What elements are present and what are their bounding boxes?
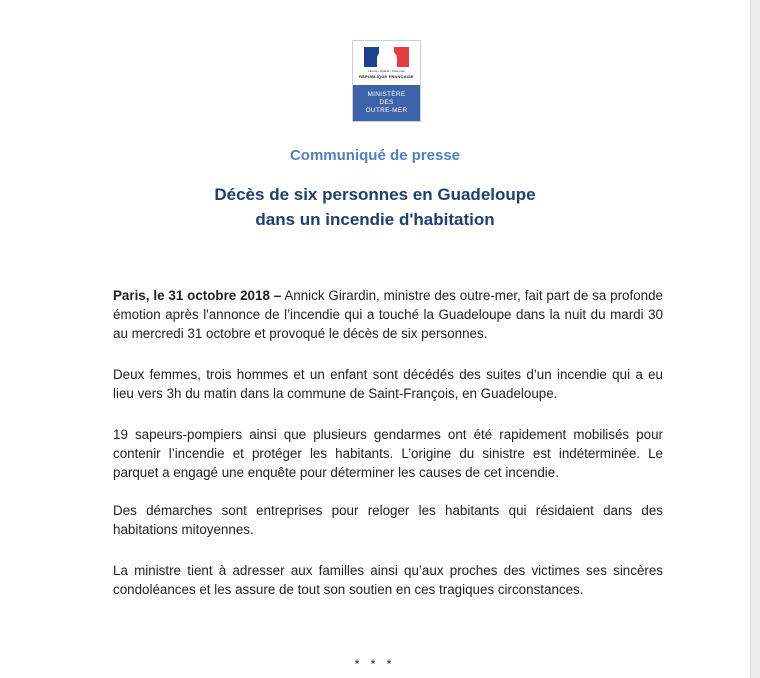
logo-flag-area: [353, 41, 420, 85]
logo-ministry-name: [353, 85, 420, 121]
paragraph-3: 19 sapeurs-pompiers ainsi que plusieurs gendarmes ont été rapidement mobilisés pour contenir l’incendie et protéger les habitants. L’origine du sinistre est indéterminée. Le parquet a engagé une enquête pour déterminer les causes de cet incendie.: [113, 427, 663, 480]
paragraph-4: Des démarches sont entreprises pour reloger les habitants qui résidaient dans des habitations mitoyennes.: [113, 503, 663, 537]
paragraph-1: [113, 286, 663, 343]
ministry-logo: [352, 40, 421, 122]
paragraph-1-text: Annick Girardin, ministre des outre-mer, fait part de sa profonde émotion après l'annonce de l’incendie qui a touché la Guadeloupe dans la nuit du mardi 30 au mercredi 31 octobre et provoqué le décès de six personnes.: [113, 288, 664, 341]
paragraph-2: Deux femmes, trois hommes et un enfant sont décédés des suites d’un incendie qui a eu lieu vers 3h du matin dans la commune de Saint-François, en Guadeloupe.: [113, 367, 663, 401]
title-line-2: dans un incendie d'habitation: [255, 210, 495, 229]
logo-motto: Liberté • Égalité • Fraternité: [368, 69, 405, 73]
logo-ministry-line3: OUTRE-MER: [365, 107, 408, 114]
logo-republic: RÉPUBLIQUE FRANÇAISE: [359, 74, 414, 79]
paragraph-5: La ministre tient à adresser aux familles ainsi qu’aux proches des victimes ses sincères condoléances et les assure de tout son soutien en ces tragiques circonstances.: [113, 563, 663, 597]
tricolor-flag-icon: [364, 47, 409, 67]
dateline: Paris, le 31 octobre 2018 –: [113, 288, 282, 303]
title-line-1: Décès de six personnes en Guadeloupe: [214, 185, 536, 204]
logo-ministry-line1: MINISTÈRE: [367, 91, 406, 98]
document-title: [0, 182, 750, 232]
section-separator: * * *: [354, 657, 396, 671]
press-release-label: Communiqué de presse: [289, 147, 461, 164]
logo-ministry-line2: DES: [379, 99, 394, 106]
scrollbar[interactable]: [750, 0, 760, 678]
